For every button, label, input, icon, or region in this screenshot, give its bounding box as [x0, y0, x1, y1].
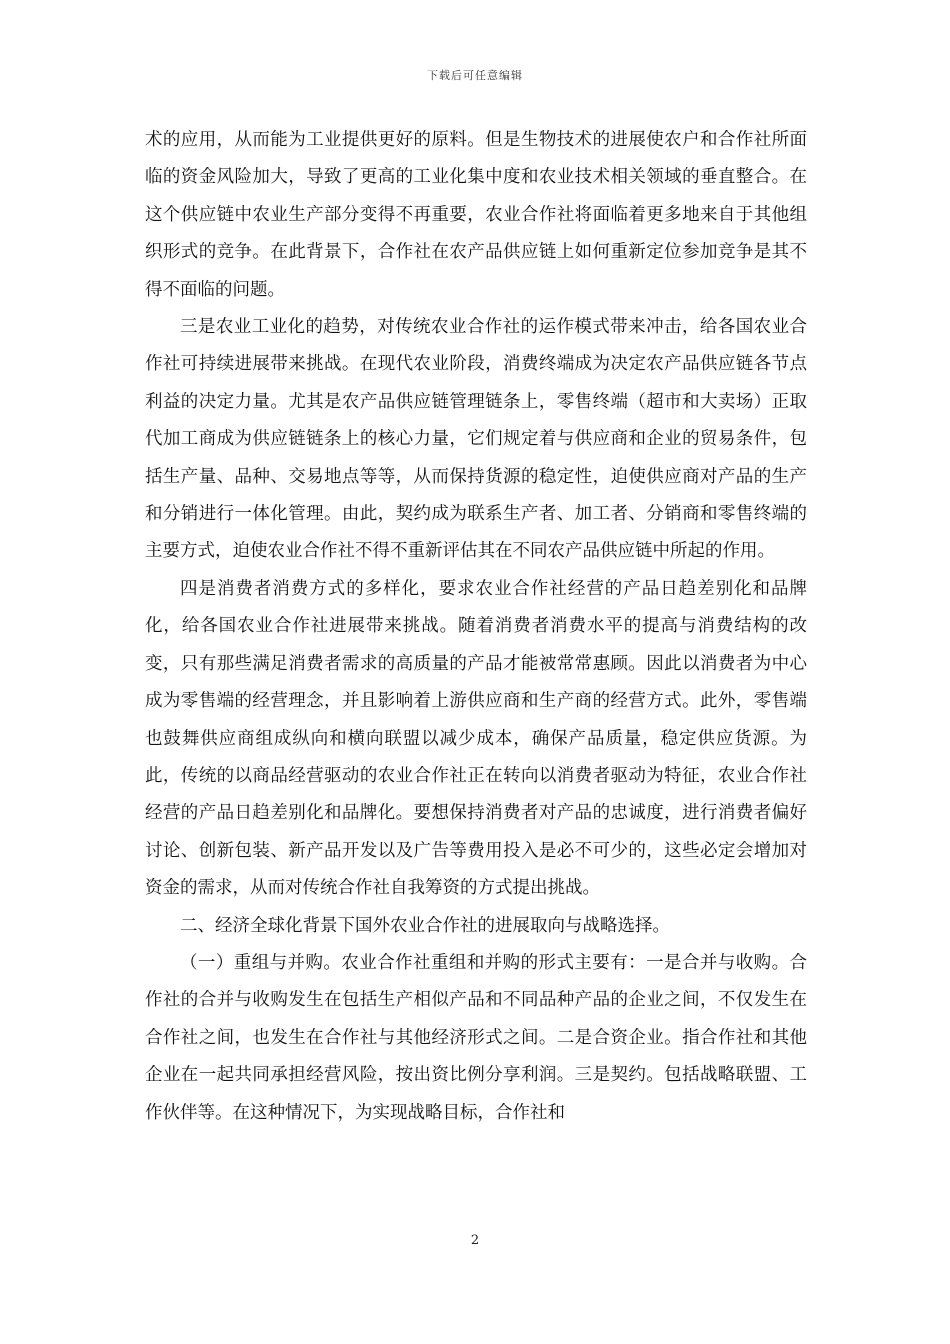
page-header: 下载后可任意编辑	[427, 69, 523, 82]
section-heading-strategy: 二、经济全球化背景下国外农业合作社的进展取向与战略选择。	[180, 915, 670, 936]
paragraph-industrialization-trend: 三是农业工业化的趋势，对传统农业合作社的运作模式带来冲击，给各国农业合作社可持续进展带来挑战。在现代农业阶段，消费终端成为决定农产品供应链各节点利益的决定力量。尤其是农产品供应链管理链条上，零售终端（超市和大卖场）正取代加工商成为供应链链条上的核心力量，它们规定着与供应商和企业的贸易条件，包括生产量、品种、交易地点等等，从而保持货源的稳定性，迫使供应商对产品的生产和分销进行一体化管理。由此，契约成为联系生产者、加工者、分销商和零售终端的主要方式，迫使农业合作社不得不重新评估其在不同农产品供应链中所起的作用。	[145, 317, 807, 562]
paragraph-consumer-diversification: 四是消费者消费方式的多样化，要求农业合作社经营的产品日趋差别化和品牌化，给各国农业合作社进展带来挑战。随着消费者消费水平的提高与消费结构的改变，只有那些满足消费者需求的高质量的产品才能被常常惠顾。因此以消费者为中心成为零售端的经营理念，并且影响着上游供应商和生产商的经营方式。此外，零售端也鼓舞供应商组成纵向和横向联盟以减少成本，确保产品质量，稳定供应货源。为此，传统的以商品经营驱动的农业合作社正在转向以消费者驱动为特征，农业合作社经营的产品日趋差别化和品牌化。要想保持消费者对产品的忠诚度，进行消费者偏好讨论、创新包装、新产品开发以及广告等费用投入是必不可少的，这些必定会增加对资金的需求，从而对传统合作社自我筹资的方式提出挑战。	[145, 578, 807, 899]
document-body	[145, 122, 807, 1132]
paragraph-restructuring-mergers: （一）重组与并购。农业合作社重组和并购的形式主要有：一是合并与收购。合作社的合并与收购发生在包括生产相似产品和不同品种产品的企业之间，不仅发生在合作社之间，也发生在合作社与其他经济形式之间。二是合资企业。指合作社和其他企业在一起共同承担经营风险，按出资比例分享利润。三是契约。包括战略联盟、工作伙伴等。在这种情况下，为实现战略目标，合作社和	[145, 952, 807, 1123]
page-number: 2	[470, 1233, 480, 1248]
paragraph-biotech-continuation: 术的应用，从而能为工业提供更好的原料。但是生物技术的进展使农户和合作社所面临的资金风险加大，导致了更高的工业化集中度和农业技术相关领域的垂直整合。在这个供应链中农业生产部分变得不再重要，农业合作社将面临着更多地来自于其他组织形式的竞争。在此背景下，合作社在农产品供应链上如何重新定位参加竞争是其不得不面临的问题。	[145, 130, 807, 300]
